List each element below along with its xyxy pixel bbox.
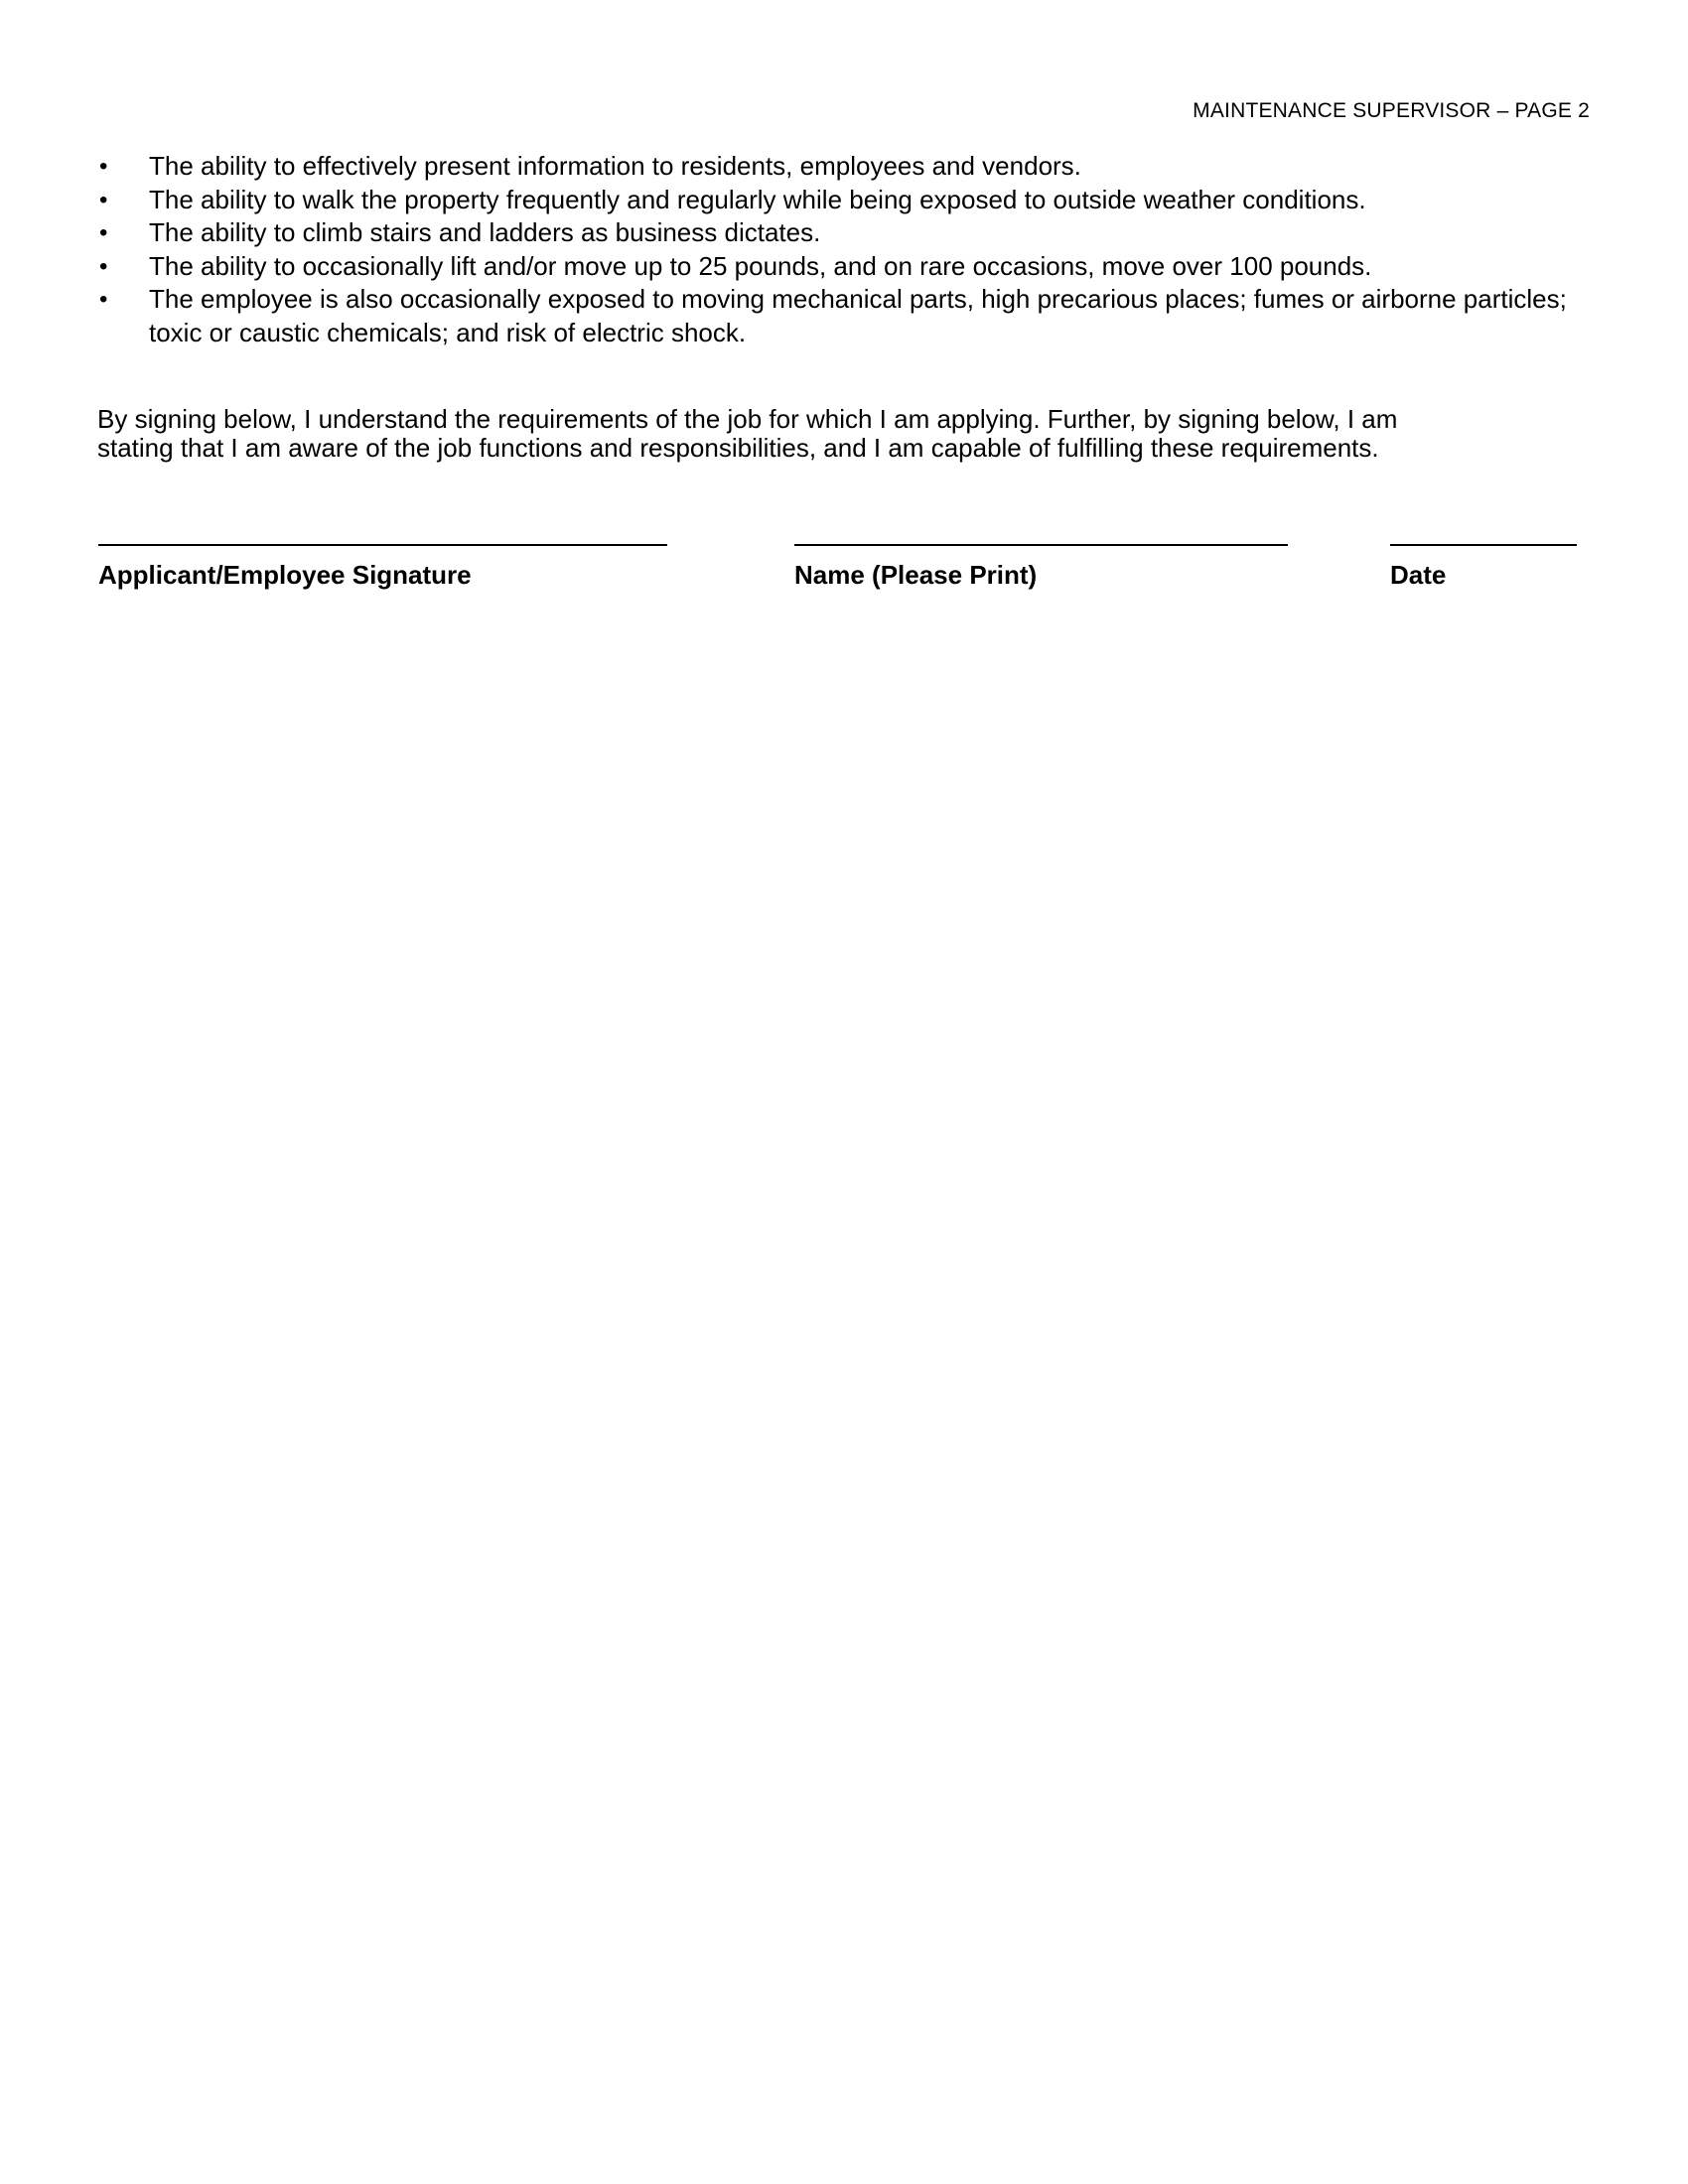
list-item (97, 250, 1567, 284)
requirements-list (97, 150, 1567, 349)
requirement-text: The ability to occasionally lift and/or move up to 25 pounds, and on rare occasions, move over 100 pounds. (149, 250, 1372, 281)
signature-field (98, 544, 667, 591)
bullet-icon: • (99, 153, 108, 180)
requirement-text: The ability to climb stairs and ladders as business dictates. (149, 217, 821, 247)
bullet-icon: • (99, 219, 108, 246)
name-line[interactable] (794, 544, 1288, 546)
requirement-text: The ability to walk the property frequently and regularly while being exposed to outside weather conditions. (149, 184, 1366, 214)
statement-line: stating that I am aware of the job functions and responsibilities, and I am capable of fulfilling these requirements. (97, 432, 1379, 463)
list-item (97, 216, 1567, 250)
acknowledgement-statement (97, 405, 1587, 462)
page-header: MAINTENANCE SUPERVISOR – PAGE 2 (1193, 99, 1590, 122)
statement-line: By signing below, I understand the requirements of the job for which I am applying. Further, by signing below, I am (97, 404, 1398, 434)
signature-label: Applicant/Employee Signature (98, 560, 472, 590)
name-label: Name (Please Print) (794, 560, 1038, 590)
bullet-icon: • (99, 286, 108, 313)
date-label: Date (1390, 560, 1447, 590)
date-field (1390, 544, 1577, 591)
bullet-icon: • (99, 186, 108, 213)
bullet-icon: • (99, 252, 108, 280)
date-line[interactable] (1390, 544, 1577, 546)
requirement-text: The ability to effectively present information to residents, employees and vendors. (149, 151, 1081, 181)
list-item (97, 184, 1567, 217)
signature-line[interactable] (98, 544, 667, 546)
list-item (97, 150, 1567, 184)
requirement-text: The employee is also occasionally exposed to moving mechanical parts, high precarious places; fumes or airborne particles; toxic or caustic chemicals; and risk of electric shock. (149, 284, 1567, 347)
name-field (794, 544, 1288, 591)
list-item (97, 283, 1567, 349)
